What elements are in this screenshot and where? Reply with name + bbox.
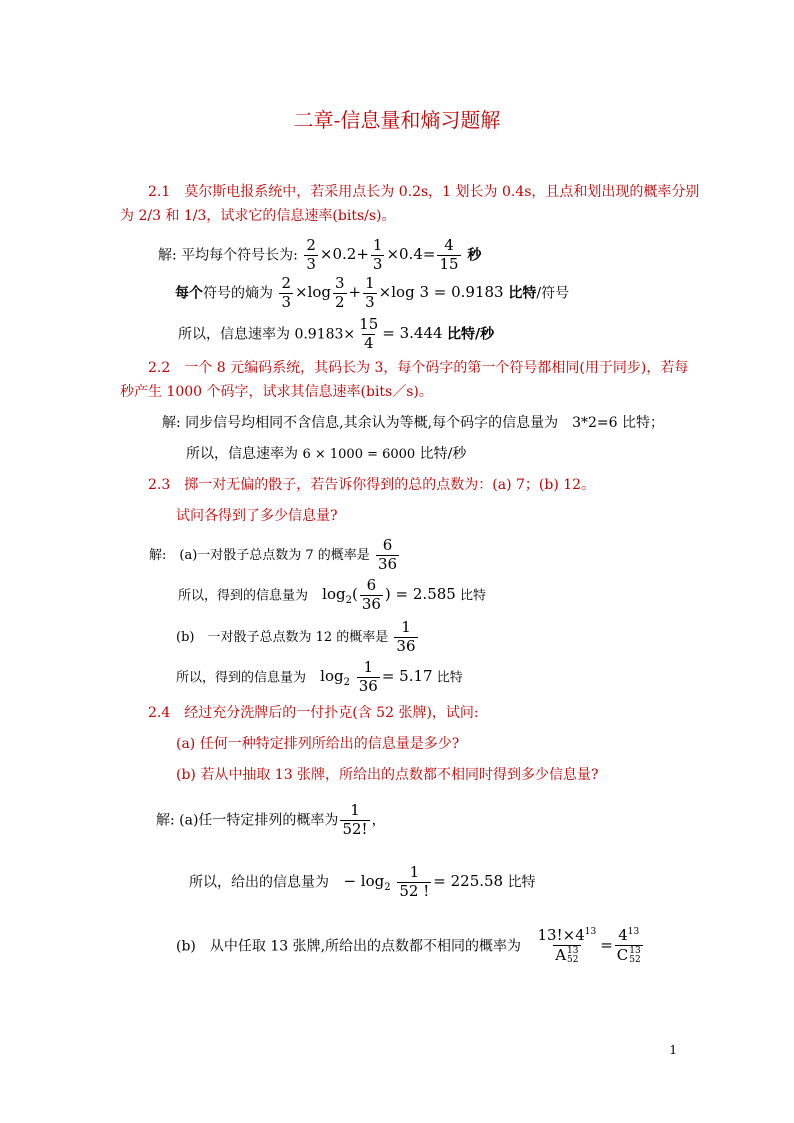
question-2-1-line2: 为 2/3 和 1/3，试求它的信息速率(bits/s)。 [120,208,396,224]
question-2-2-line2: 秒产生 1000 个码字，试求其信息速率(bits／s)。 [120,384,433,400]
question-2-1-line1: 2.1 莫尔斯电报系统中，若采用点长为 0.2s，1 划长为 0.4s，且点和划出现的概率分别 [148,184,700,200]
answer-2-4-a: 解: (a)任一特定排列的概率为 $\frac{1}{52!}$ ， [156,801,386,838]
answer-2-1-line3: 所以，信息速率为 0.9183× $\frac{15}{4}$ = 3.444 比特/秒 [178,315,495,352]
answer-label: 解: 平均每个符号长为: [158,247,298,264]
answer-2-3-b-result: 所以，得到的信息量为 $\log_2$ $\frac{1}{36}$ = 5.17 比特 [176,658,463,695]
page-title: 二章-信息量和熵习题解 [293,108,501,132]
unit-seconds: 秒 [467,247,482,264]
answer-2-1-line1: 解: 平均每个符号长为: $\frac{2}{3}$ ×0.2+ $\frac{1}{3}$ ×0.4= $\frac{4}{15}$ 秒 [158,236,482,273]
question-2-3-line1: 2.3 掷一对无偏的骰子，若告诉你得到的总的点数为：(a) 7；(b) 12。 [148,477,596,493]
answer-2-4-a-result: 所以，给出的信息量为 − $\log_2$ $\frac{1}{52 !}$ = 225.58 比特 [189,863,536,900]
page-number: 1 [669,1043,677,1057]
answer-2-3-a-result: 所以，得到的信息量为 $\log_2$( $\frac{6}{36}$ ) = 2.585 比特 [178,576,486,613]
question-2-4-line1: 2.4 经过充分洗牌后的一付扑克(含 52 张牌)，试问: [148,705,479,721]
fraction: $\frac{4}{15}$ [439,236,459,273]
answer-2-2-line1: 解: 同步信号均相同不含信息,其余认为等概,每个码字的信息量为 3*2=6 比特； [162,415,664,431]
question-2-2-line1: 2.2 一个 8 元编码系统，其码长为 3，每个码字的第一个符号都相同(用于同步)，若每 [148,360,689,376]
answer-2-3-a: 解: (a)一对骰子总点数为 7 的概率是 $\frac{6}{36}$ [149,536,398,573]
question-2-3-line2: 试问各得到了多少信息量? [176,508,338,524]
fraction: $\frac{1}{3}$ [372,236,383,273]
fraction: $\frac{2}{3}$ [306,236,316,273]
answer-2-1-line2: 每个符号的熵为 $\frac{2}{3}$ ×log $\frac{3}{2}$ + $\frac{1}{3}$ ×log 3 = 0.9183 比特/符号 [175,274,570,311]
answer-2-2-line2: 所以，信息速率为 6 × 1000 = 6000 比特/秒 [186,446,467,462]
answer-2-4-b: (b) 从中任取 13 张牌,所给出的点数都不相同的概率为 $13!\times 4^{13}$ A 13 52 = $4^{13}$ C 13 52 [176,926,641,965]
answer-2-3-b: (b) 一对骰子总点数为 12 的概率是 $\frac{1}{36}$ [176,618,416,655]
question-2-4-line2: (a) 任何一种特定排列所给出的信息量是多少? [176,736,460,752]
question-2-4-line3: (b) 若从中抽取 13 张牌，所给出的点数都不相同时得到多少信息量? [176,767,599,783]
